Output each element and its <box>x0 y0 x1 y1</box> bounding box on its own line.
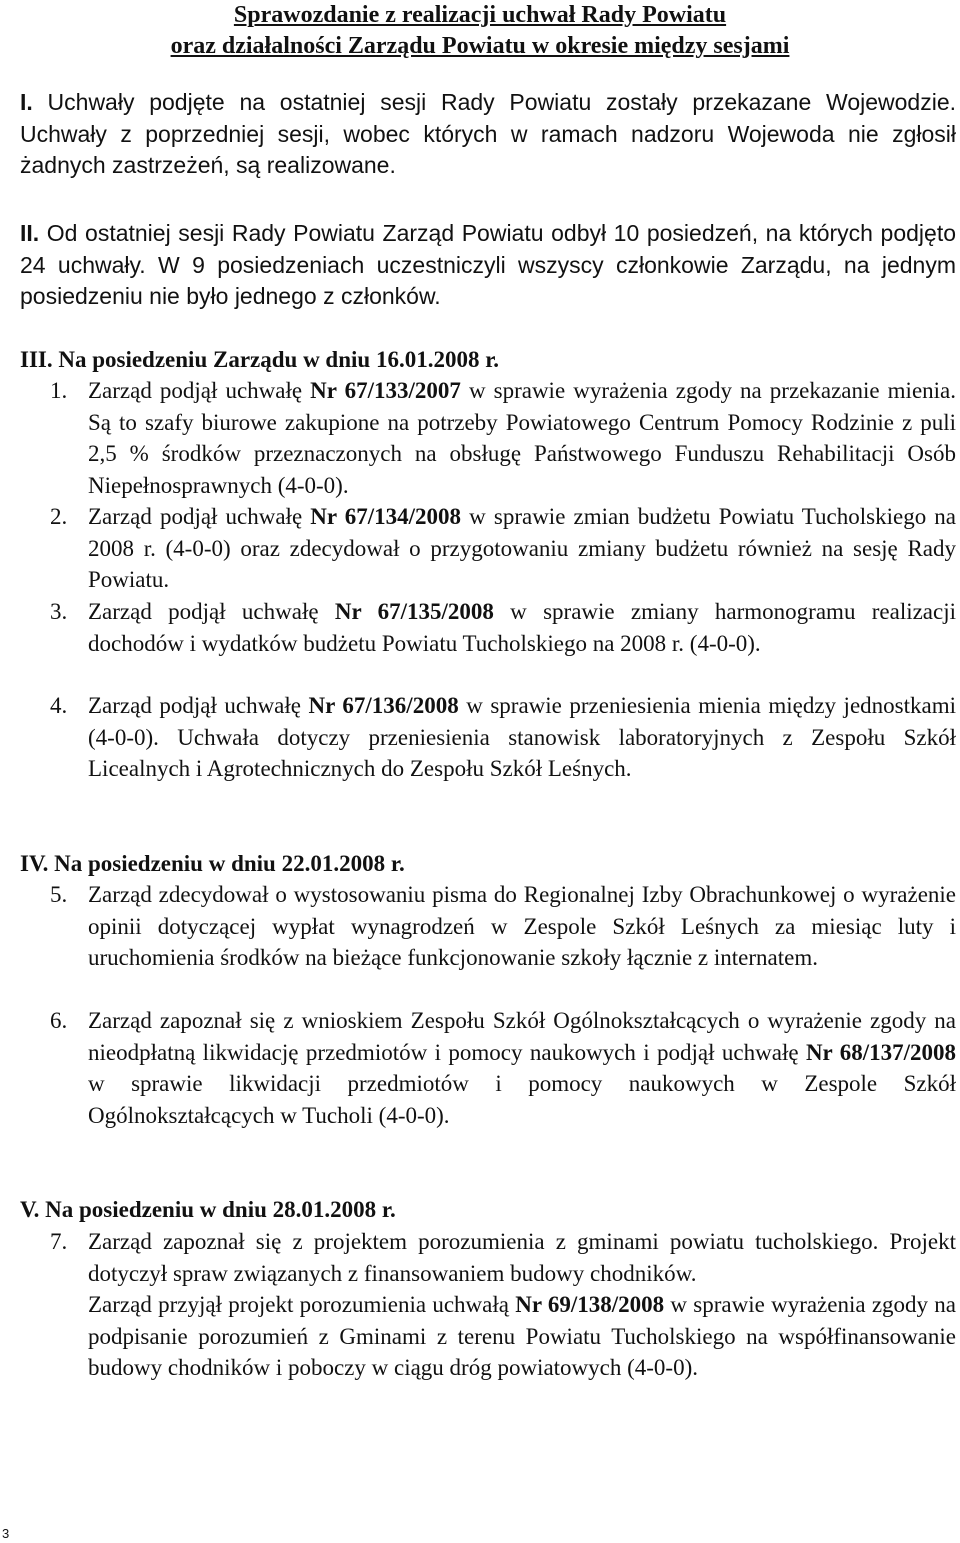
section-1-text: Uchwały podjęte na ostatniej sesji Rady Powiatu zostały przekazane Wojewodzie. Uchwały z poprzedniej sesji, wobec których w ramach nadzoru Wojewoda nie zgłosił żadnych zastrzeżeń, są realizowane. <box>20 89 957 178</box>
resolution-number: Nr 67/134/2008 <box>310 504 462 529</box>
item-7-paragraph-2: Zarząd przyjął projekt porozumienia uchwałą Nr 69/138/2008 w sprawie wyrażenia zgody na podpisanie porozumień z Gminami z terenu Powiatu Tucholskiego na współfinansowanie budowy chodników i poboczy w ciągu dróg powiatowych (4-0-0). <box>88 1292 957 1380</box>
list-item: 5. Zarząd zdecydował o wystosowaniu pisma do Regionalnej Izby Obrachunkowej o wyrażenie opinii dotyczącej wypłat wynagrodzeń w Zespole Szkół Leśnych za miesiąc luty i uruchomienia środków na bieżące funkcjonowanie szkoły łącznie z internatem. <box>50 879 956 974</box>
list-item: 3. Zarząd podjął uchwałę Nr 67/135/2008 w sprawie zmiany harmonogramu realizacji dochodów i wydatków budżetu Powiatu Tucholskiego na 2008 r. (4-0-0). <box>50 596 956 659</box>
document-title <box>0 0 960 62</box>
item-number: 6. <box>50 1008 68 1033</box>
title-line-1: Sprawozdanie z realizacji uchwał Rady Powiatu <box>233 2 727 28</box>
list-item: 2. Zarząd podjął uchwałę Nr 67/134/2008 w sprawie zmian budżetu Powiatu Tucholskiego na 2008 r. (4-0-0) oraz zdecydował o przygotowaniu zmiany budżetu również na sesję Rady Powiatu. <box>50 501 956 596</box>
item-number: 3. <box>50 599 68 624</box>
item-number: 4. <box>50 693 68 718</box>
item-number: 5. <box>50 882 68 907</box>
section-1-roman: I. <box>20 89 33 115</box>
section-1 <box>20 87 956 182</box>
section-4-heading: IV. Na posiedzeniu w dniu 22.01.2008 r. <box>20 851 405 876</box>
list-item <box>50 1226 956 1384</box>
item-number: 7. <box>50 1229 68 1254</box>
list-item: 6. Zarząd zapoznał się z wnioskiem Zespołu Szkół Ogólnokształcących o wyrażenie zgody na nieodpłatną likwidację przedmiotów i pomocy naukowych i podjął uchwałę Nr 68/137/2008 w sprawie likwidacji przedmiotów i pomocy naukowych w Zespole Szkół Ogólnokształcących w Tucholi (4-0-0). <box>50 1005 956 1131</box>
list-item: 1. Zarząd podjął uchwałę Nr 67/133/2007 w sprawie wyrażenia zgody na przekazanie mienia. Są to szafy biurowe zakupione na potrzeby Powiatowego Centrum Pomocy Rodzinie z puli 2,5 % środków przeznaczonych na obsługę Państwowego Funduszu Rehabilitacji Osób Niepełnosprawnych (4-0-0). <box>50 375 956 501</box>
resolution-number: Nr 69/138/2008 <box>515 1292 665 1317</box>
item-7-paragraph-1: Zarząd zapoznał się z projektem porozumienia z gminami powiatu tucholskiego. Projekt dotyczył spraw związanych z finansowaniem budowy chodników. <box>88 1229 956 1286</box>
resolution-number: Nr 68/137/2008 <box>805 1039 957 1065</box>
section-2-text: Od ostatniej sesji Rady Powiatu Zarząd Powiatu odbył 10 posiedzeń, na których podjęto 24 uchwały. W 9 posiedzeniach uczestniczyli wszyscy członkowie Zarządu, na jednym posiedzeniu nie było jednego z członków. <box>20 220 957 309</box>
item-number: 2. <box>50 504 68 529</box>
section-2-roman: II. <box>20 220 40 246</box>
resolution-number: Nr 67/133/2007 <box>310 378 461 403</box>
section-2 <box>20 218 956 313</box>
page-number: 3 <box>2 1526 10 1541</box>
section-5-heading: V. Na posiedzeniu w dniu 28.01.2008 r. <box>20 1197 396 1222</box>
item-number: 1. <box>50 378 68 403</box>
section-3-heading: III. Na posiedzeniu Zarządu w dniu 16.01.2008 r. <box>20 347 500 372</box>
resolution-number: Nr 67/135/2008 <box>334 599 494 624</box>
list-item: 4. Zarząd podjął uchwałę Nr 67/136/2008 w sprawie przeniesienia mienia między jednostkami (4-0-0). Uchwała dotyczy przeniesienia stanowisk laboratoryjnych z Zespołu Szkół Licealnych i Agrotechnicznych do Zespołu Szkół Leśnych. <box>50 690 956 785</box>
title-line-2: oraz działalności Zarządu Powiatu w okresie między sesjami <box>170 33 790 59</box>
resolution-number: Nr 67/136/2008 <box>308 693 459 718</box>
